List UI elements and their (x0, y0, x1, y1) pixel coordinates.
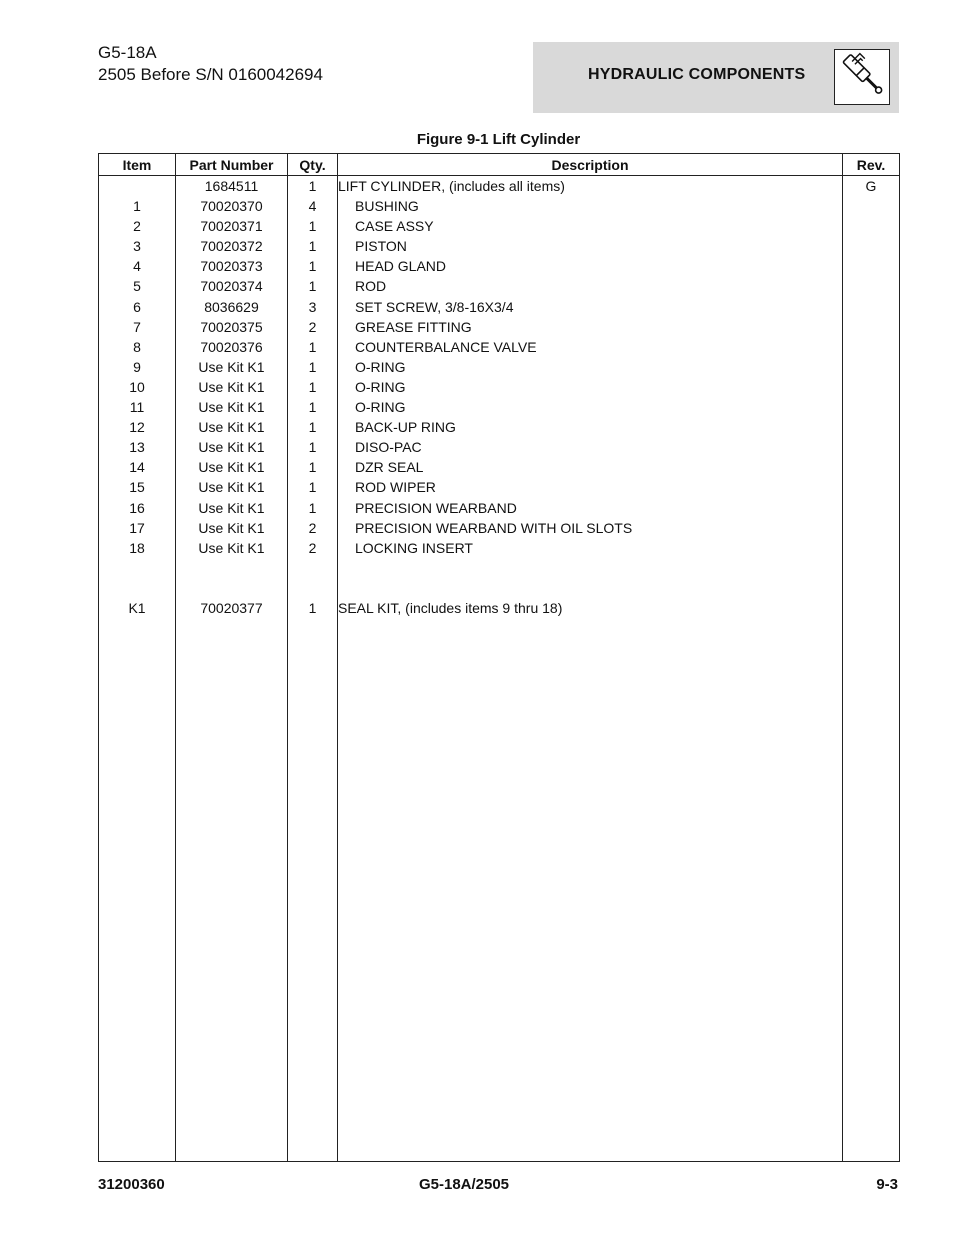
part-number-cell: 70020374 (176, 276, 288, 296)
description-cell: PRECISION WEARBAND (338, 498, 843, 518)
part-number-cell: Use Kit K1 (176, 357, 288, 377)
part-number-cell: 70020377 (176, 598, 288, 618)
table-row (99, 538, 900, 558)
rev-cell (843, 578, 900, 598)
part-number-cell: 70020376 (176, 337, 288, 357)
rev-cell (843, 297, 900, 317)
model-name: G5-18A (98, 43, 157, 62)
rev-cell (843, 377, 900, 397)
part-number-cell: 70020372 (176, 236, 288, 256)
item-cell (99, 558, 176, 578)
description-cell: ROD WIPER (338, 477, 843, 497)
description-cell: LIFT CYLINDER, (includes all items) (338, 176, 843, 197)
rev-cell (843, 538, 900, 558)
item-cell: 14 (99, 457, 176, 477)
item-cell: 4 (99, 256, 176, 276)
item-cell: K1 (99, 598, 176, 618)
rev-cell (843, 518, 900, 538)
empty-cell (843, 618, 900, 1161)
table-row (99, 317, 900, 337)
qty-cell: 1 (288, 417, 338, 437)
qty-cell: 1 (288, 276, 338, 296)
part-number-cell: 70020375 (176, 317, 288, 337)
qty-cell: 1 (288, 357, 338, 377)
part-number-cell: Use Kit K1 (176, 377, 288, 397)
table-row (99, 377, 900, 397)
column-header-item: Item (99, 154, 176, 176)
footer-page-number: 9-3 (876, 1176, 898, 1193)
figure-title: Figure 9-1 Lift Cylinder (416, 131, 581, 148)
part-number-cell: 70020370 (176, 196, 288, 216)
item-cell: 12 (99, 417, 176, 437)
table-row (99, 397, 900, 417)
table-row (99, 417, 900, 437)
rev-cell (843, 337, 900, 357)
description-cell: PRECISION WEARBAND WITH OIL SLOTS (338, 518, 843, 538)
item-cell (99, 578, 176, 598)
part-number-cell: Use Kit K1 (176, 538, 288, 558)
rev-cell (843, 256, 900, 276)
qty-cell: 1 (288, 256, 338, 276)
item-cell: 7 (99, 317, 176, 337)
qty-cell (288, 558, 338, 578)
part-number-cell: Use Kit K1 (176, 518, 288, 538)
item-cell: 18 (99, 538, 176, 558)
rev-cell (843, 437, 900, 457)
item-cell: 16 (99, 498, 176, 518)
qty-cell: 1 (288, 498, 338, 518)
table-row (99, 437, 900, 457)
description-cell (338, 578, 843, 598)
column-header-rev: Rev. (843, 154, 900, 176)
qty-cell: 4 (288, 196, 338, 216)
table-filler-row (99, 618, 900, 1161)
description-cell: COUNTERBALANCE VALVE (338, 337, 843, 357)
empty-cell (176, 618, 288, 1161)
empty-cell (338, 618, 843, 1161)
description-cell: LOCKING INSERT (338, 538, 843, 558)
item-cell: 10 (99, 377, 176, 397)
item-cell: 2 (99, 216, 176, 236)
rev-cell (843, 477, 900, 497)
description-cell: SET SCREW, 3/8-16X3/4 (338, 297, 843, 317)
item-cell (99, 176, 176, 197)
rev-cell: G (843, 176, 900, 197)
part-number-cell: Use Kit K1 (176, 498, 288, 518)
part-number-cell: Use Kit K1 (176, 457, 288, 477)
column-header-qty: Qty. (288, 154, 338, 176)
rev-cell (843, 357, 900, 377)
part-number-cell: Use Kit K1 (176, 437, 288, 457)
qty-cell: 1 (288, 457, 338, 477)
qty-cell: 1 (288, 477, 338, 497)
description-cell: BACK-UP RING (338, 417, 843, 437)
part-number-cell: Use Kit K1 (176, 397, 288, 417)
rev-cell (843, 598, 900, 618)
table-row (99, 598, 900, 618)
parts-table-body (99, 176, 900, 1162)
serial-note: 2505 Before S/N 0160042694 (98, 65, 323, 84)
item-cell: 5 (99, 276, 176, 296)
description-cell: GREASE FITTING (338, 317, 843, 337)
part-number-cell: 8036629 (176, 297, 288, 317)
table-row (99, 276, 900, 296)
item-cell: 8 (99, 337, 176, 357)
rev-cell (843, 558, 900, 578)
rev-cell (843, 216, 900, 236)
item-cell: 1 (99, 196, 176, 216)
description-cell (338, 558, 843, 578)
rev-cell (843, 417, 900, 437)
table-row (99, 176, 900, 197)
rev-cell (843, 317, 900, 337)
table-row (99, 457, 900, 477)
table-row (99, 256, 900, 276)
qty-cell: 1 (288, 216, 338, 236)
table-row (99, 357, 900, 377)
table-header-row (99, 154, 900, 176)
table-row (99, 498, 900, 518)
table-row (99, 196, 900, 216)
qty-cell: 1 (288, 377, 338, 397)
part-number-cell: Use Kit K1 (176, 477, 288, 497)
part-number-cell (176, 578, 288, 598)
description-cell: CASE ASSY (338, 216, 843, 236)
rev-cell (843, 397, 900, 417)
description-cell: DZR SEAL (338, 457, 843, 477)
qty-cell: 1 (288, 598, 338, 618)
description-cell: DISO-PAC (338, 437, 843, 457)
column-header-description: Description (338, 154, 843, 176)
section-banner (533, 42, 899, 113)
description-cell: O-RING (338, 357, 843, 377)
part-number-cell (176, 558, 288, 578)
rev-cell (843, 498, 900, 518)
table-row (99, 216, 900, 236)
description-cell: O-RING (338, 377, 843, 397)
qty-cell: 1 (288, 397, 338, 417)
qty-cell: 1 (288, 437, 338, 457)
item-cell: 6 (99, 297, 176, 317)
rev-cell (843, 196, 900, 216)
qty-cell: 1 (288, 337, 338, 357)
table-row (99, 297, 900, 317)
description-cell: SEAL KIT, (includes items 9 thru 18) (338, 598, 843, 618)
footer-doc-number: 31200360 (98, 1176, 165, 1193)
item-cell: 13 (99, 437, 176, 457)
item-cell: 11 (99, 397, 176, 417)
qty-cell: 1 (288, 236, 338, 256)
table-row (99, 518, 900, 538)
empty-cell (288, 618, 338, 1161)
table-row (99, 477, 900, 497)
qty-cell: 3 (288, 297, 338, 317)
part-number-cell: 70020371 (176, 216, 288, 236)
description-cell: O-RING (338, 397, 843, 417)
description-cell: HEAD GLAND (338, 256, 843, 276)
description-cell: BUSHING (338, 196, 843, 216)
qty-cell: 2 (288, 518, 338, 538)
model-header (98, 42, 323, 86)
description-cell: ROD (338, 276, 843, 296)
qty-cell (288, 578, 338, 598)
footer-model-code: G5-18A/2505 (418, 1176, 510, 1193)
rev-cell (843, 457, 900, 477)
table-row (99, 236, 900, 256)
qty-cell: 2 (288, 538, 338, 558)
part-number-cell: 70020373 (176, 256, 288, 276)
table-row (99, 337, 900, 357)
empty-cell (99, 618, 176, 1161)
description-cell: PISTON (338, 236, 843, 256)
parts-table (98, 153, 900, 1162)
item-cell: 9 (99, 357, 176, 377)
column-header-part-number: Part Number (176, 154, 288, 176)
part-number-cell: 1684511 (176, 176, 288, 197)
rev-cell (843, 276, 900, 296)
item-cell: 3 (99, 236, 176, 256)
section-title: HYDRAULIC COMPONENTS (588, 66, 806, 83)
table-row (99, 578, 900, 598)
hydraulic-cylinder-icon (834, 49, 890, 105)
rev-cell (843, 236, 900, 256)
item-cell: 17 (99, 518, 176, 538)
qty-cell: 2 (288, 317, 338, 337)
table-row (99, 558, 900, 578)
item-cell: 15 (99, 477, 176, 497)
qty-cell: 1 (288, 176, 338, 197)
part-number-cell: Use Kit K1 (176, 417, 288, 437)
